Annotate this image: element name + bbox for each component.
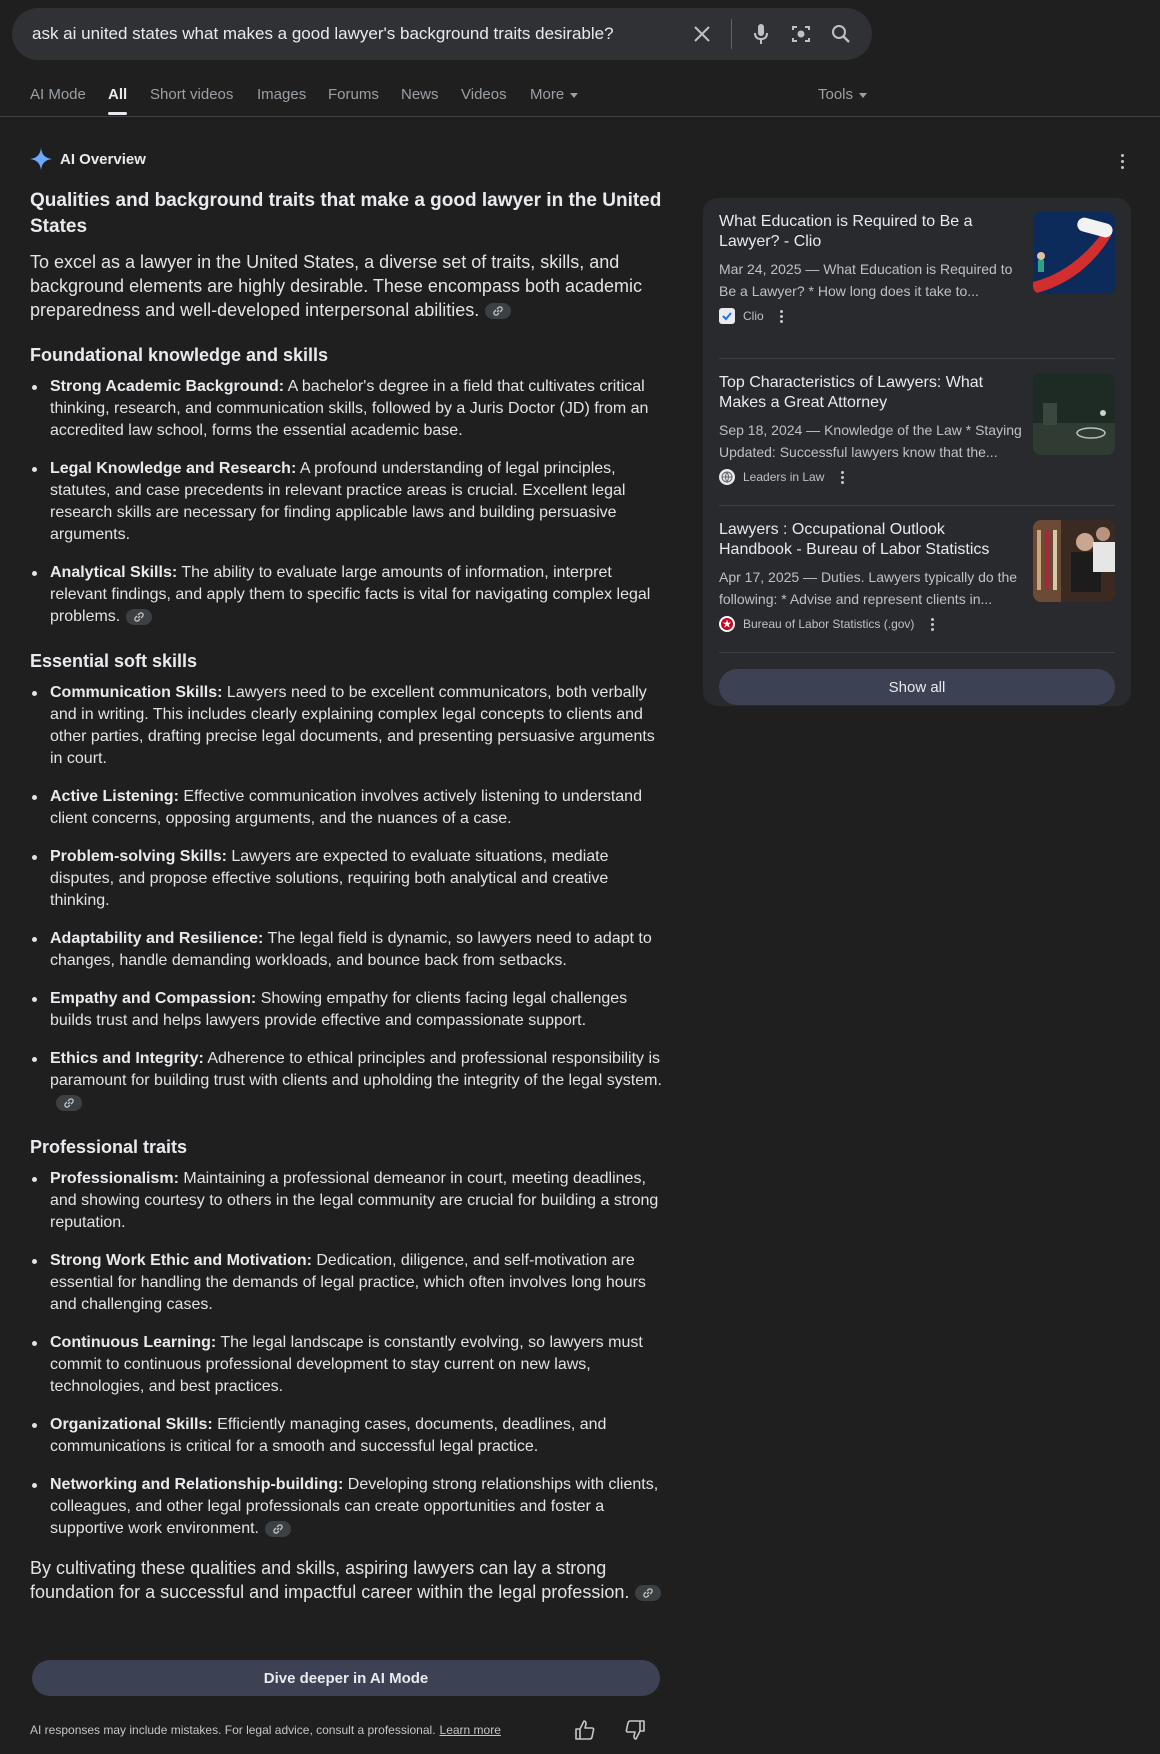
tab-forums[interactable]: Forums xyxy=(328,86,379,103)
ai-overview-header xyxy=(30,148,146,170)
item-text: Showing empathy for clients facing legal challenges builds trust and helps lawyers provide effective and compassionate support. xyxy=(50,990,628,1029)
link-icon[interactable] xyxy=(126,609,152,625)
item-term: Legal Knowledge and Research: xyxy=(50,460,297,477)
source-snippet: Apr 17, 2025 — Duties. Lawyers typically do the following: * Advise and represent clients in... xyxy=(719,569,1018,607)
source-thumbnail xyxy=(1033,212,1115,294)
ai-overview-content xyxy=(30,188,666,1604)
search-icon[interactable] xyxy=(830,23,852,45)
search-bar[interactable] xyxy=(12,8,872,60)
list-item xyxy=(30,846,666,912)
source-meta xyxy=(719,308,1115,324)
item-term: Empathy and Compassion: xyxy=(50,990,257,1007)
source-title[interactable]: What Education is Required to Be a Lawyer? - Clio xyxy=(719,213,973,250)
chevron-down-icon xyxy=(859,93,867,98)
list-item xyxy=(30,1250,666,1316)
bullet-list xyxy=(30,682,666,1114)
source-site: Leaders in Law xyxy=(743,470,825,484)
item-term: Organizational Skills: xyxy=(50,1416,213,1433)
sources-panel xyxy=(703,198,1131,706)
source-meta xyxy=(719,616,1115,632)
bls-star-icon xyxy=(719,616,735,632)
list-item xyxy=(30,562,666,628)
item-term: Professionalism: xyxy=(50,1170,179,1187)
outro-text: By cultivating these qualities and skills, aspiring lawyers can lay a strong foundation for a successful and impactful career within the legal profession. xyxy=(30,1558,630,1602)
tab-images[interactable]: Images xyxy=(257,86,307,103)
source-thumbnail xyxy=(1033,520,1115,602)
source-thumbnail xyxy=(1033,373,1115,455)
search-tabs xyxy=(0,70,1160,117)
item-text: Dedication, diligence, and self-motivation are essential for handling the demands of legal practice, which often involves long hours and challenging cases. xyxy=(50,1252,646,1313)
ai-overview-outro xyxy=(30,1556,666,1604)
learn-more-link[interactable]: Learn more xyxy=(439,1723,501,1737)
search-input[interactable]: ask ai united states what makes a good lawyer's background traits desirable? xyxy=(32,24,614,43)
sparkle-icon xyxy=(30,148,52,170)
tab-news[interactable]: News xyxy=(401,86,439,103)
tools-label: Tools xyxy=(818,86,854,103)
item-text: Maintaining a professional demeanor in court, meeting deadlines, and showing courtesy to others in the legal community are crucial for building a strong reputation. xyxy=(50,1170,659,1231)
clio-favicon-icon xyxy=(719,308,735,324)
ai-overview-heading: Qualities and background traits that make a good lawyer in the United States xyxy=(30,190,662,237)
bullet-list xyxy=(30,1168,666,1540)
tab-more-label: More xyxy=(530,86,565,103)
camera-lens-icon[interactable] xyxy=(790,23,812,45)
tab-all[interactable]: All xyxy=(108,86,128,103)
list-item xyxy=(30,1414,666,1458)
disclaimer-text: AI responses may include mistakes. For legal advice, consult a professional. xyxy=(30,1723,436,1737)
list-item xyxy=(30,988,666,1032)
item-term: Communication Skills: xyxy=(50,684,223,701)
list-item xyxy=(30,376,666,442)
list-item xyxy=(30,1332,666,1398)
item-term: Ethics and Integrity: xyxy=(50,1050,204,1067)
section-title: Essential soft skills xyxy=(30,651,198,671)
source-site: Clio xyxy=(743,309,764,323)
clear-icon[interactable] xyxy=(691,23,713,45)
source-title[interactable]: Lawyers : Occupational Outlook Handbook - Bureau of Labor Statistics xyxy=(719,521,990,558)
item-text: A bachelor's degree in a field that cultivates critical thinking, research, and communication skills, followed by a Juris Doctor (JD) from an accredited law school, forms the essential academic base. xyxy=(50,378,649,439)
source-card[interactable] xyxy=(719,506,1115,653)
list-item xyxy=(30,458,666,546)
section-title: Foundational knowledge and skills xyxy=(30,345,329,365)
item-term: Continuous Learning: xyxy=(50,1334,217,1351)
ai-disclaimer xyxy=(30,1720,870,1740)
source-options-icon[interactable] xyxy=(776,308,788,324)
tab-ai-mode[interactable]: AI Mode xyxy=(30,86,86,103)
item-text: The legal field is dynamic, so lawyers need to adapt to changes, handle demanding workloads, and bounce back from setbacks. xyxy=(50,930,652,969)
item-term: Networking and Relationship-building: xyxy=(50,1476,344,1493)
search-divider xyxy=(731,19,732,49)
chevron-down-icon xyxy=(570,93,578,98)
bullet-list xyxy=(30,376,666,628)
list-item xyxy=(30,682,666,770)
list-item xyxy=(30,928,666,972)
link-icon[interactable] xyxy=(265,1521,291,1537)
thumbs-down-icon[interactable] xyxy=(624,1719,646,1741)
item-term: Strong Academic Background: xyxy=(50,378,285,395)
tools-button[interactable] xyxy=(818,86,867,103)
source-snippet: Mar 24, 2025 — What Education is Required to Be a Lawyer? * How long does it take to... xyxy=(719,261,1013,299)
item-text: The legal landscape is constantly evolving, so lawyers must commit to continuous professional development to stay current on new laws, technologies, and best practices. xyxy=(50,1334,643,1395)
source-snippet: Sep 18, 2024 — Knowledge of the Law * Staying Updated: Successful lawyers know that the... xyxy=(719,422,1022,460)
list-item xyxy=(30,1474,666,1540)
microphone-icon[interactable] xyxy=(750,23,772,45)
source-card[interactable] xyxy=(719,212,1115,359)
tab-short-videos[interactable]: Short videos xyxy=(150,86,234,103)
show-all-button[interactable]: Show all xyxy=(719,669,1115,705)
source-site: Bureau of Labor Statistics (.gov) xyxy=(743,617,915,631)
source-options-icon[interactable] xyxy=(836,469,848,485)
tab-more[interactable] xyxy=(530,86,578,103)
item-text: Lawyers need to be excellent communicators, both verbally and in writing. This includes clearly explaining complex legal concepts to clients and other parties, drafting precise legal documents, and presenting persuasive arguments in court. xyxy=(50,684,655,767)
tab-videos[interactable]: Videos xyxy=(461,86,507,103)
item-text: Adherence to ethical principles and professional responsibility is paramount for building trust with clients and upholding the integrity of the legal system. xyxy=(50,1050,662,1089)
source-meta xyxy=(719,469,1115,485)
source-title[interactable]: Top Characteristics of Lawyers: What Makes a Great Attorney xyxy=(719,374,984,411)
section-title: Professional traits xyxy=(30,1137,188,1157)
ai-overview-label: AI Overview xyxy=(60,150,146,168)
intro-text: To excel as a lawyer in the United States, a diverse set of traits, skills, and background elements are highly desirable. These encompass both academic preparedness and well-developed interpersonal abilities. xyxy=(30,252,643,320)
dive-deeper-button[interactable]: Dive deeper in AI Mode xyxy=(32,1660,660,1696)
item-text: Efficiently managing cases, documents, deadlines, and communications is critical for a smooth and successful legal practice. xyxy=(50,1416,607,1455)
item-text: Effective communication involves actively listening to understand client concerns, opposing arguments, and the nuances of a case. xyxy=(50,788,642,827)
item-term: Active Listening: xyxy=(50,788,179,805)
source-card[interactable] xyxy=(719,359,1115,506)
item-term: Problem-solving Skills: xyxy=(50,848,227,865)
list-item xyxy=(30,1168,666,1234)
link-icon[interactable] xyxy=(635,1585,661,1601)
item-text: Lawyers are expected to evaluate situations, mediate disputes, and propose effective solutions, requiring both analytical and creative thinking. xyxy=(50,848,609,909)
link-icon[interactable] xyxy=(56,1095,82,1111)
item-text: A profound understanding of legal principles, statutes, and case precedents in relevant practice areas is crucial. Excellent legal research skills are necessary for finding applicable laws and building persuasive arguments. xyxy=(50,460,626,543)
list-item xyxy=(30,786,666,830)
thumbs-up-icon[interactable] xyxy=(574,1719,596,1741)
item-term: Adaptability and Resilience: xyxy=(50,930,264,947)
item-term: Analytical Skills: xyxy=(50,564,178,581)
list-item xyxy=(30,1048,666,1114)
ai-overview-intro xyxy=(30,250,666,322)
source-options-icon[interactable] xyxy=(926,616,938,632)
link-icon[interactable] xyxy=(485,303,511,319)
more-options-icon[interactable] xyxy=(1112,150,1132,172)
item-text: The ability to evaluate large amounts of information, interpret relevant findings, and apply them to specific facts is vital for navigating complex legal problems. xyxy=(50,564,651,625)
item-text: Developing strong relationships with clients, colleagues, and other legal professionals can create opportunities and foster a supportive work environment. xyxy=(50,1476,659,1537)
feedback-buttons xyxy=(574,1719,646,1741)
globe-icon xyxy=(719,469,735,485)
item-term: Strong Work Ethic and Motivation: xyxy=(50,1252,312,1269)
